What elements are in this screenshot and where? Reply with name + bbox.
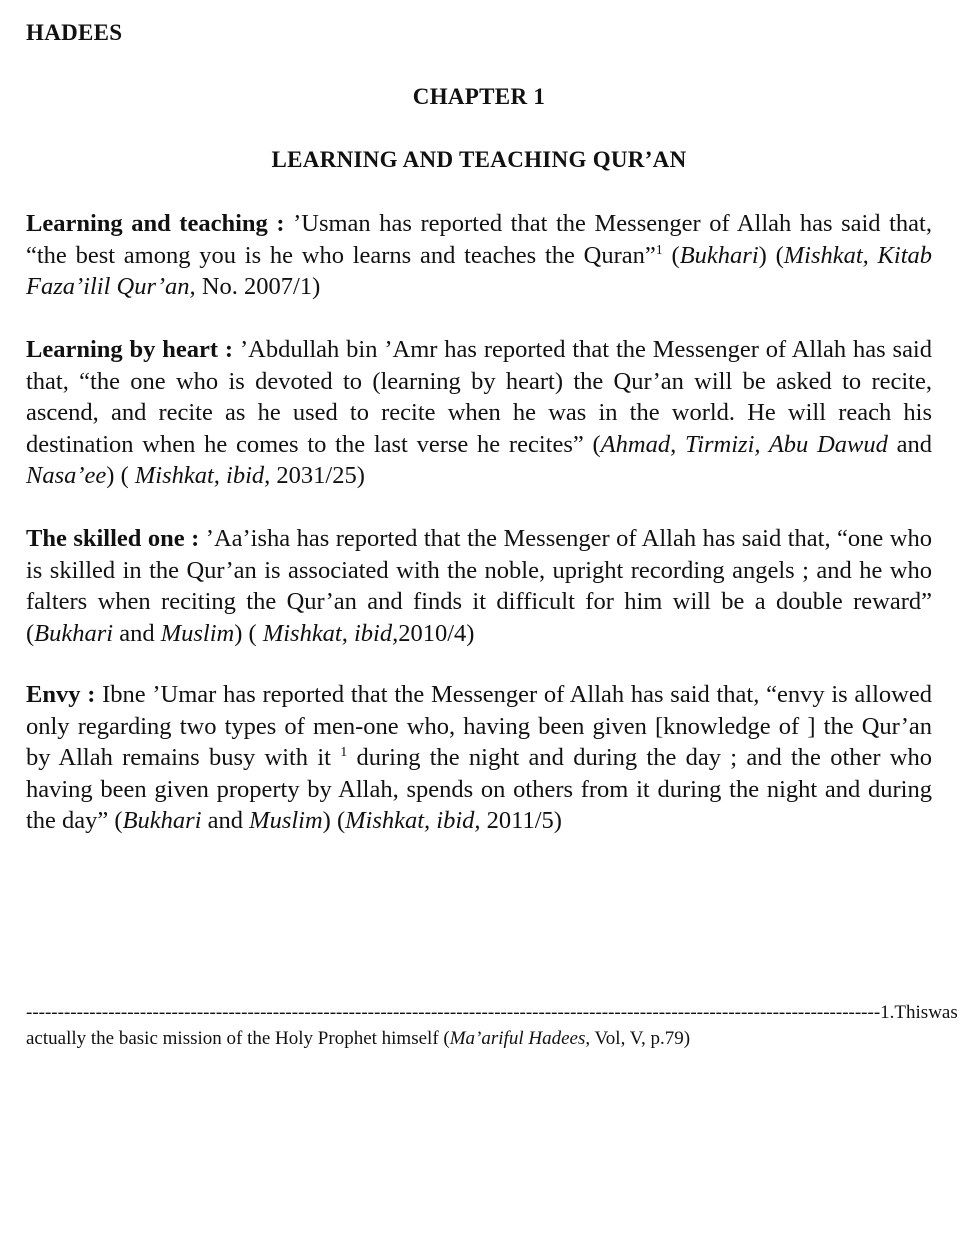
section-skilled-one: [26, 523, 932, 649]
source-ref: Bukhari: [34, 619, 114, 647]
footnote-mark: 1: [340, 744, 348, 760]
section-heading: Learning and teaching :: [26, 210, 294, 237]
chapter-title: LEARNING AND TEACHING QUR’AN: [271, 147, 687, 172]
section-text: ’Abdullah bin ’Amr has reported that the Messenger of Allah has said that, “the one who is devoted to (learning by heart) the Qur’an will be asked to recite, ascend, and recite as he used to recite when he was in the world. He will reach his destination when he comes to the last verse he recites” (: [26, 336, 932, 458]
section-envy: [26, 679, 932, 837]
footnote-rule: ---------------------------------------------------------------------------------------------------------------------------------------: [26, 1002, 881, 1023]
section-heading: The skilled one :: [26, 525, 206, 552]
source-ref: Bukhari: [679, 241, 759, 269]
conjunction: and: [113, 619, 161, 647]
source-ref: Mishkat, ibid,: [345, 807, 481, 834]
footnote: [26, 1000, 958, 1052]
section-learning-and-teaching: Learning and teaching : ’Usman has reported that the Messenger of Allah has said that, “the best among you is he who learns and teaches the Quran”$^1$ (Bukhari) (Mishkat, Kitab Faza’ilil Qur’an, No. 2007/1): [26, 210, 933, 300]
section-text: Ibne ’Umar has reported that the Messenger of Allah has said that, “envy is allowed only regarding two types of men-one who, having been given [knowledge of ] the Qur’an by Allah remains busy with it: [26, 681, 932, 771]
conjunction: and: [201, 807, 250, 834]
chapter-number: CHAPTER 1: [412, 84, 546, 109]
source-ref: Bukhari: [122, 807, 202, 834]
source-ref: Muslim: [160, 619, 235, 647]
footnote-text: [26, 1026, 932, 1052]
source-ref: Muslim: [249, 807, 323, 834]
running-head: HADEES: [26, 20, 123, 45]
footnote-mark: 1: [655, 242, 663, 258]
source-ref: Ahmad, Tirmizi, Abu Dawud: [600, 430, 888, 458]
source-ref: Mishkat, ibid,: [134, 462, 271, 489]
section-heading: Envy :: [26, 681, 103, 708]
section-learning-by-heart: [26, 334, 932, 492]
ref-separator: ) (: [234, 619, 263, 647]
section-heading: Learning by heart :: [26, 336, 240, 363]
source-ref-tail: 2010/4): [398, 619, 475, 647]
section-text: ’Aa’isha has reported that the Messenger of Allah has said that, “one who is skilled in the Qur’an is associated with the noble, upright recording angels ; and he who falters when reciting the Qur’an and finds it difficult for him will be a double reward” (: [26, 525, 932, 647]
section-text-continued: during the night and during the day ; and the other who having been given property by Allah, spends on others from it during the night and during the day” (: [26, 744, 932, 834]
conjunction: and: [887, 430, 932, 458]
source-ref-tail: 2011/5): [480, 807, 562, 834]
ref-separator: ) (: [322, 807, 346, 834]
source-ref: Mishkat, ibid,: [262, 619, 399, 647]
footnote-first-line: [26, 1000, 958, 1026]
footnote-word: was: [928, 1002, 958, 1023]
source-ref: Nasa’ee: [26, 462, 107, 489]
footnote-number: 1.: [880, 1002, 895, 1023]
source-ref-tail: 2031/25): [270, 462, 365, 489]
source-ref-tail: No. 2007/1): [195, 273, 321, 300]
ref-separator: ) (: [106, 462, 135, 489]
footnote-word: This: [894, 1002, 929, 1023]
section-text: ’Usman has reported that the Messenger of Allah has said that, “the best among you is he who learns and teaches the Quran”: [26, 210, 932, 269]
footnote-body: actually the basic mission of the Holy Prophet himself (: [26, 1028, 450, 1049]
source-ref: Mishkat, Kitab Faza’ilil Qur’an,: [26, 241, 933, 300]
footnote-source: Ma’ariful Hadees: [449, 1028, 586, 1049]
footnote-source-tail: , Vol, V, p.79): [585, 1028, 691, 1049]
